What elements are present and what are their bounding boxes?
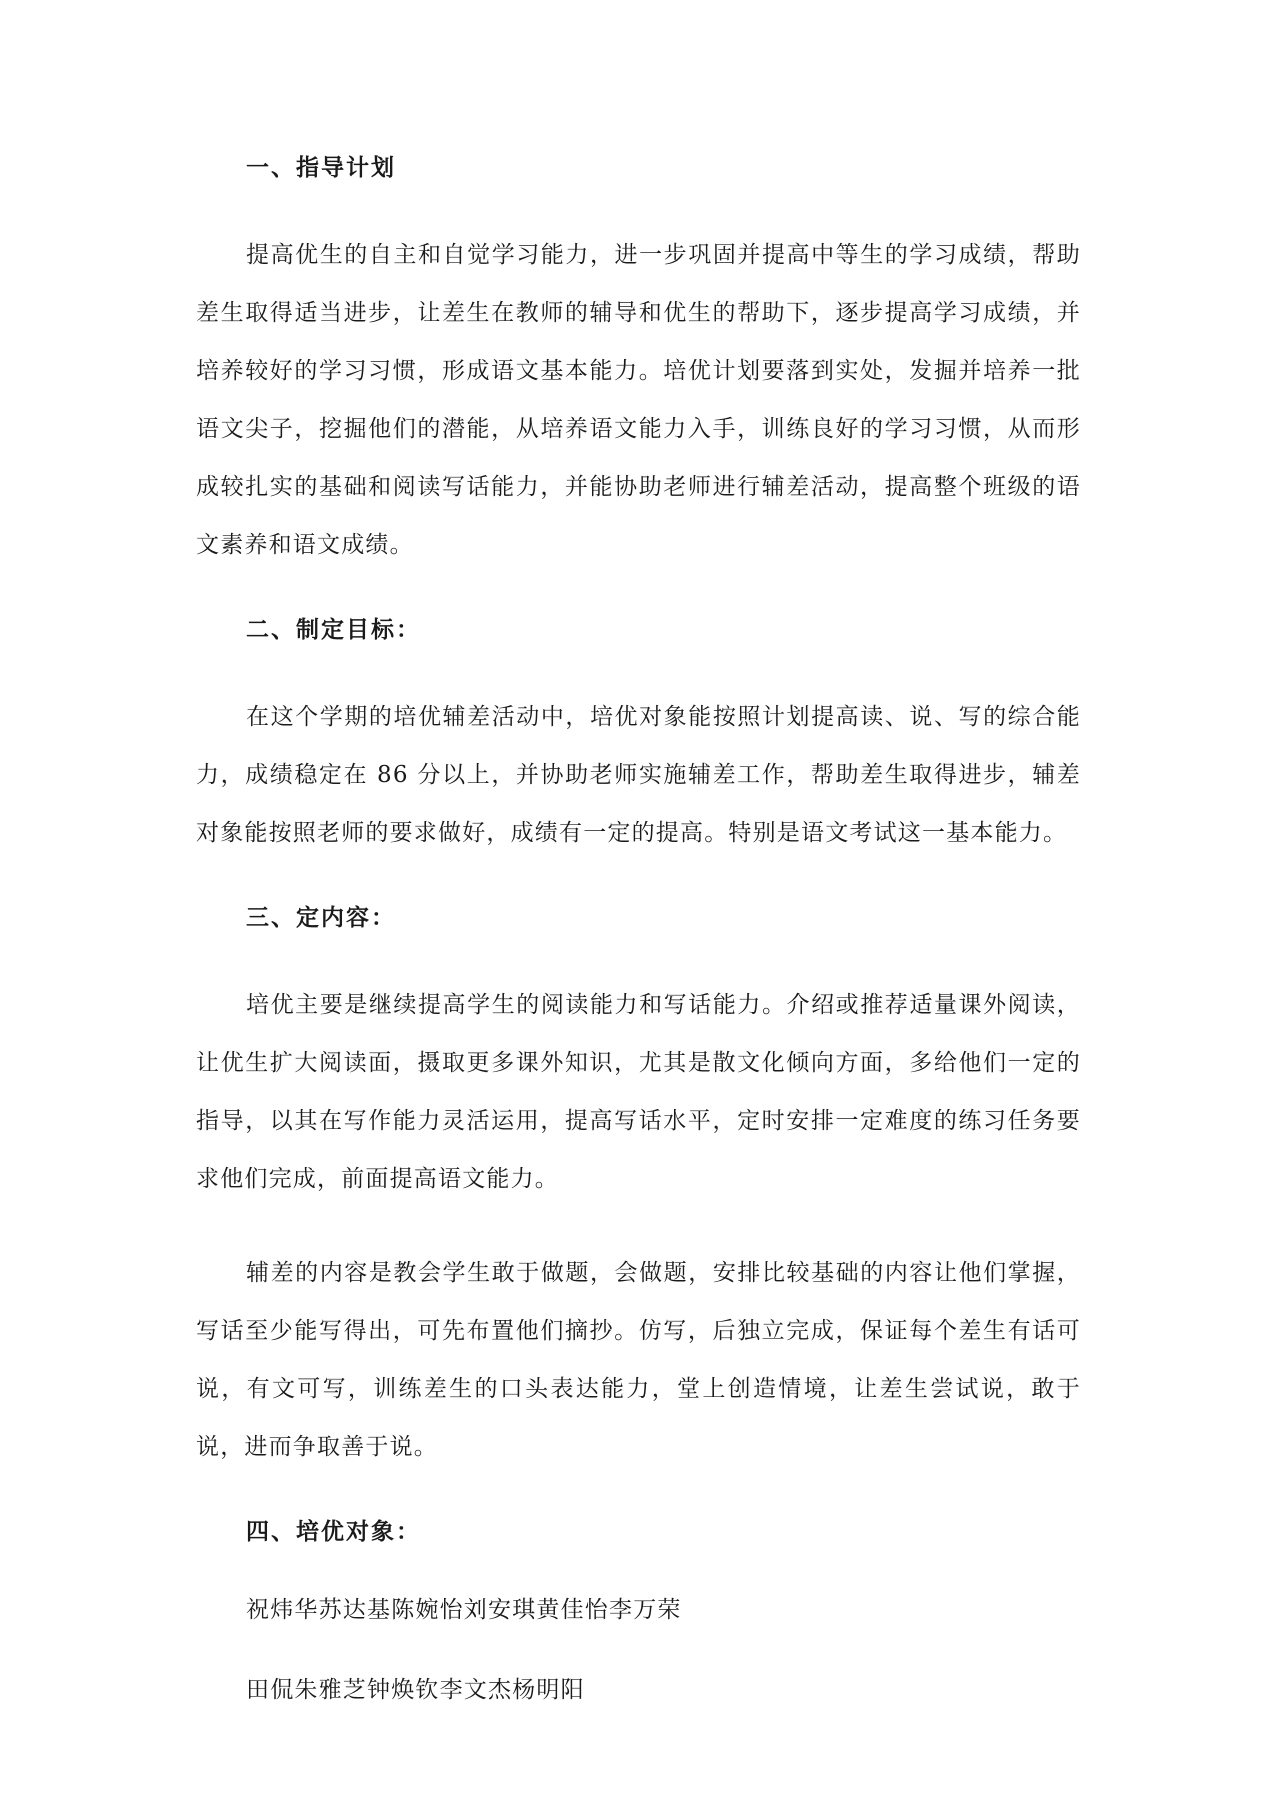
section-heading-set-content: 三、定内容： xyxy=(246,905,396,931)
section-paragraph: 培优主要是继续提高学生的阅读能力和写话能力。介绍或推荐适量课外阅读，让优生扩大阅读面，摄取更多课外知识，尤其是散文化倾向方面，多给他们一定的指导，以其在写作能力灵活运用，提高写话水平，定时安排一定难度的练习任务要求他们完成，前面提高语文能力。 xyxy=(196,992,1081,1192)
section-heading-top-students: 四、培优对象： xyxy=(246,1519,421,1545)
document-page xyxy=(196,148,1081,1710)
section-paragraph: 在这个学期的培优辅差活动中，培优对象能按照计划提高读、说、写的综合能力，成绩稳定在 86 分以上，并协助老师实施辅差工作，帮助差生取得进步，辅差对象能按照老师的要求做好，成绩有一定的提高。特别是语文考试这一基本能力。 xyxy=(196,704,1081,846)
student-name-list: 田侃朱雅芝钟焕钦李文杰杨明阳 xyxy=(246,1677,585,1703)
section-heading-guidance-plan: 一、指导计划 xyxy=(246,155,396,181)
section-paragraph: 提高优生的自主和自觉学习能力，进一步巩固并提高中等生的学习成绩，帮助差生取得适当进步，让差生在教师的辅导和优生的帮助下，逐步提高学习成绩，并培养较好的学习习惯，形成语文基本能力。培优计划要落到实处，发掘并培养一批语文尖子，挖掘他们的潜能，从培养语文能力入手，训练良好的学习习惯，从而形成较扎实的基础和阅读写话能力，并能协助老师进行辅差活动，提高整个班级的语文素养和语文成绩。 xyxy=(196,242,1081,558)
section-paragraph: 辅差的内容是教会学生敢于做题，会做题，安排比较基础的内容让他们掌握，写话至少能写得出，可先布置他们摘抄。仿写，后独立完成，保证每个差生有话可说，有文可写，训练差生的口头表达能力，堂上创造情境，让差生尝试说，敢于说，进而争取善于说。 xyxy=(196,1260,1081,1460)
section-heading-set-goals: 二、制定目标： xyxy=(246,617,421,643)
student-name-list: 祝炜华苏达基陈婉怡刘安琪黄佳怡李万荣 xyxy=(246,1597,682,1623)
